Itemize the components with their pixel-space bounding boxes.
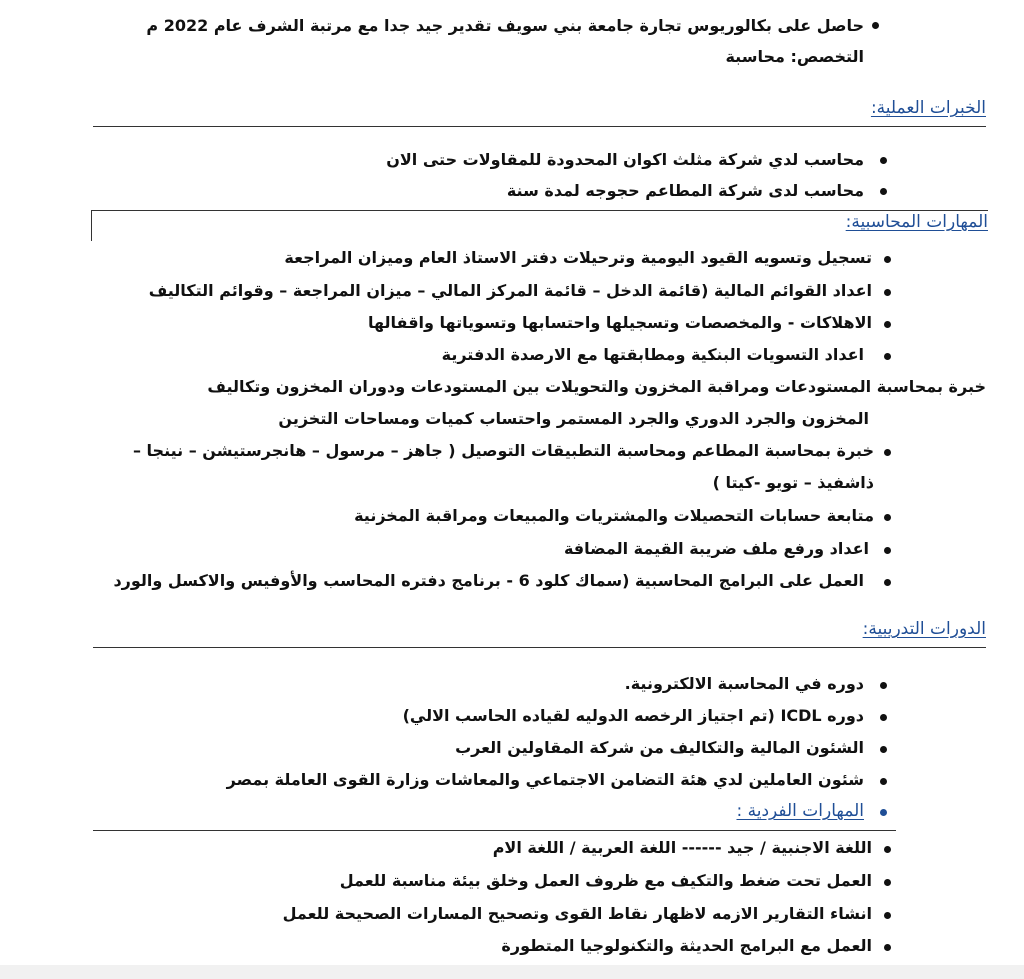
experience-item: محاسب لدى شركة المطاعم حجوجه لمدة سنة [506,181,864,200]
delivery-skill-line: خبرة بمحاسبة المطاعم ومحاسبة التطبيقات التوصيل ( جاهز – مرسول – هانجرستيشن – نينجا – [132,441,874,460]
accounting-skill-item: العمل على البرامج المحاسبية (سماك كلود 6 - برنامج دفتره المحاسب والأوفيس والاكسل والورد [113,571,864,590]
bullet-icon [884,547,891,554]
training-divider [93,647,986,648]
bullet-icon [872,22,879,29]
experience-heading: الخبرات العملية: [870,98,986,118]
accounting-skill-item: متابعة حسابات التحصيلات والمشتريات والمبيعات ومراقبة المخزنية [354,506,874,525]
personal-skill-item: انشاء التقارير الازمه لاظهار نقاط القوى وتصحيح المسارات الصحيحة للعمل [282,904,872,923]
bullet-icon [884,321,891,328]
personal-skill-item: العمل مع البرامج الحديثة والتكنولوجيا المتطورة [501,936,872,955]
bullet-icon [880,188,887,195]
bullet-icon [884,879,891,886]
education-specialization: التخصص: محاسبة [725,47,864,66]
bullet-icon [884,579,891,586]
training-item: دوره في المحاسبة الالكترونية. [624,674,864,693]
inventory-skill-line: المخزون والجرد الدوري والجرد المستمر واحتساب كميات ومساحات التخزين [278,409,869,428]
bullet-icon [880,714,887,721]
bullet-icon [884,846,891,853]
bullet-icon [884,912,891,919]
accounting-skill-item: اعداد التسويات البنكية ومطابقتها مع الارصدة الدفترية [441,345,864,364]
personal-skill-item: اللغة الاجنبية / جيد ------ اللغة العربية / اللغة الام [492,838,872,857]
accounting-skill-item: اعداد القوائم المالية (قائمة الدخل – قائمة المركز المالي – ميزان المراجعة – وقوائم التكاليف [148,281,872,300]
personal-skills-heading: المهارات الفردية : [736,801,864,821]
bullet-icon [884,944,891,951]
accounting-divider-left [91,210,92,241]
accounting-skill-item: الاهلاكات - والمخصصات وتسجيلها واحتسابها وتسوياتها واقفالها [367,313,872,332]
bullet-icon [880,682,887,689]
training-item: دوره ICDL (تم اجتياز الرخصه الدوليه لقياده الحاسب الالي) [402,706,864,725]
personal-skill-item: العمل تحت ضغط والتكيف مع ظروف العمل وخلق بيئة مناسبة للعمل [339,871,872,890]
training-heading: الدورات التدريبية: [862,619,986,639]
page-bottom-band [0,965,1024,979]
experience-divider [93,126,986,127]
bullet-icon [880,746,887,753]
bullet-icon [884,289,891,296]
training-item: شئون العاملين لدي هئة التضامن الاجتماعي والمعاشات وزارة القوى العاملة بمصر [226,770,864,789]
training-item: الشئون المالية والتكاليف من شركة المقاولين العرب [455,738,864,757]
bullet-icon [880,157,887,164]
bullet-icon [884,353,891,360]
accounting-skill-item: اعداد ورفع ملف ضريبة القيمة المضافة [563,539,869,558]
accounting-skill-item: تسجيل وتسويه القيود اليومية وترحيلات دفتر الاستاذ العام وميزان المراجعة [284,248,872,267]
bullet-icon [884,256,891,263]
personal-skills-divider [93,830,896,831]
bullet-icon [880,778,887,785]
bullet-icon [880,809,887,816]
bullet-icon [884,449,891,456]
accounting-skills-heading: المهارات المحاسبية: [845,212,988,232]
inventory-skill-line: خبرة بمحاسبة المستودعات ومراقبة المخزون والتحويلات بين المستودعات ودوران المخزون وتكاليف [207,377,986,396]
delivery-skill-line: ذاشفيذ – تويو -كيتا ) [712,473,874,492]
experience-item: محاسب لدي شركة مثلث اكوان المحدودة للمقاولات حتى الان [386,150,864,169]
education-degree: حاصل على بكالوريوس تجارة جامعة بني سويف تقدير جيد جدا مع مرتبة الشرف عام 2022 م [146,16,864,35]
bullet-icon [884,514,891,521]
